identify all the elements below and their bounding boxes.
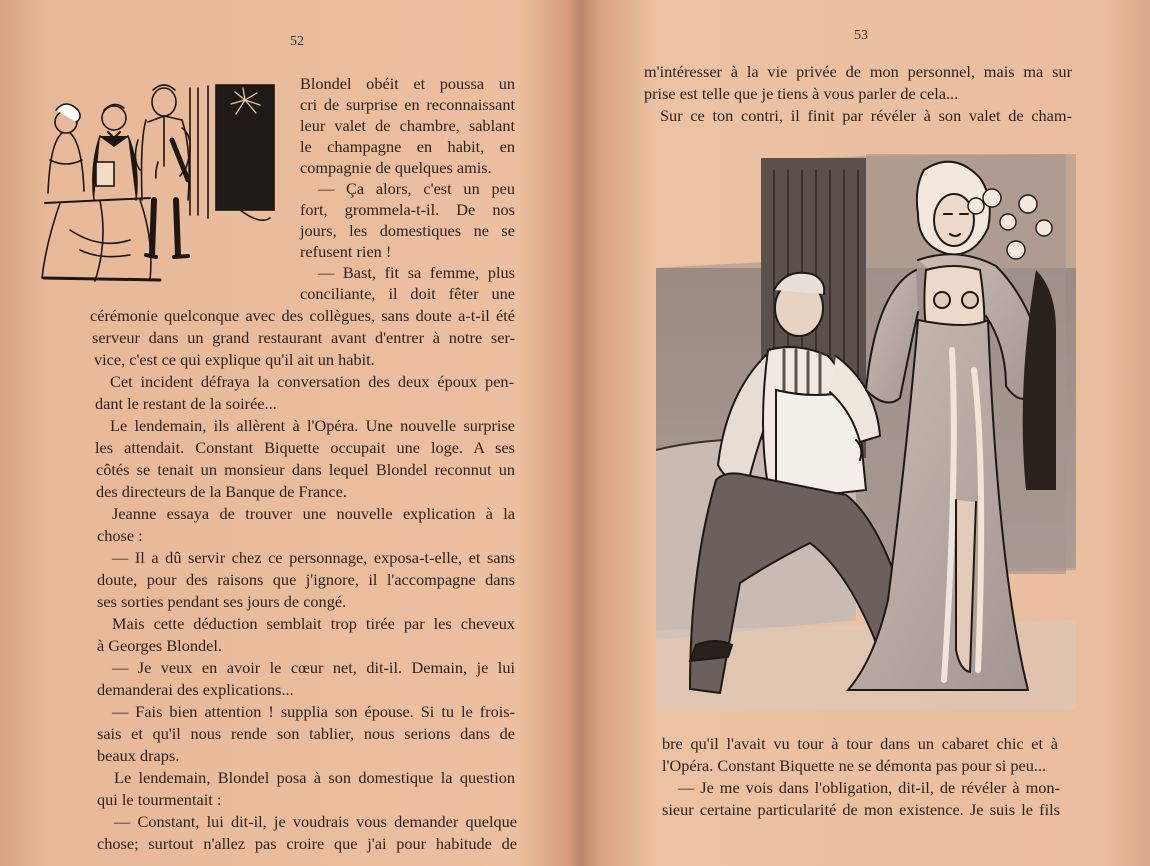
text-line: refusent rien ! (300, 242, 392, 261)
page-number: 52 (290, 34, 304, 49)
text-line: côtés se tenait un monsieur dans lequel Blondel reconnut un (96, 460, 515, 479)
text-line: Sur ce ton contri, il finit par révéler à son valet de cham- (660, 106, 1072, 125)
text-line: — Constant, lui dit-il, je voudrais vous demander quelque (114, 812, 517, 831)
text-line: beaux draps. (97, 746, 180, 765)
text-line: cérémonie quelconque avec des collègues, sans doute a-t-il été (90, 306, 515, 325)
text-line: Cet incident défraya la conversation des deux époux pen- (110, 372, 514, 391)
text-line: conciliante, il doit fêter une (300, 284, 515, 303)
text-line: leur valet de chambre, sablant (300, 116, 515, 135)
text-line: Le lendemain, ils allèrent à l'Opéra. Une nouvelle surprise (110, 416, 515, 435)
text-line: sais et qu'il nous rende son tablier, nous serions dans de (97, 724, 515, 743)
text-line: Jeanne essaya de trouver une nouvelle explication à la (112, 504, 515, 523)
text-line: les attendait. Constant Biquette occupait une loge. A ses (95, 438, 515, 457)
text-line: — Bast, fit sa femme, plus (318, 263, 515, 282)
text-line: chose : (97, 526, 143, 545)
right-page (576, 0, 1150, 866)
text-line: — Il a dû servir chez ce personnage, exposa-t-elle, et sans (112, 548, 515, 567)
text-line: doute, pour des raisons que j'ignore, il l'accompagne dans (97, 570, 515, 589)
text-line: ses sorties pendant ses jours de congé. (97, 592, 347, 611)
waiter-illustration (40, 80, 286, 286)
text-line: des directeurs de la Banque de France. (96, 482, 347, 501)
text-line: — Fais bien attention ! supplia son épouse. Si tu le frois- (112, 702, 515, 721)
text-line: chose; surtout n'allez pas croire que j'ai pour habitude de (97, 834, 517, 853)
text-line: serveur dans un grand restaurant avant d'entrer à notre ser- (92, 328, 515, 347)
text-line: compagnie de quelques amis. (300, 158, 492, 177)
text-line: Blondel obéit et poussa un (300, 74, 515, 93)
text-line: sieur certaine particularité de mon existence. Je suis le fils (662, 800, 1060, 819)
text-line: l'Opéra. Constant Biquette ne se démonta pas pour si peu... (662, 756, 1047, 775)
text-line: cri de surprise en reconnaissant (300, 95, 515, 114)
text-line: dant le restant de la soirée... (95, 394, 277, 413)
valet-and-woman-illustration (656, 150, 1076, 710)
text-line: fort, grommela-t-il. De nos (300, 200, 515, 219)
text-line: — Je me vois dans l'obligation, dit-il, de révéler à mon- (678, 778, 1060, 797)
text-line: jours, les domestiques ne se (300, 221, 515, 240)
text-line: Le lendemain, Blondel posa à son domestique la question (114, 768, 515, 787)
text-line: m'intéresser à la vie privée de mon personnel, mais ma sur (644, 62, 1072, 81)
text-line: à Georges Blondel. (97, 636, 222, 655)
text-line: le champagne en habit, en (300, 137, 515, 156)
text-line: vice, c'est ce qui explique qu'il ait un habit. (94, 350, 375, 369)
text-line: — Je veux en avoir le cœur net, dit-il. Demain, je lui (112, 658, 515, 677)
text-line: qui le tourmentait : (97, 790, 222, 809)
text-line: Mais cette déduction semblait trop tirée par les cheveux (112, 614, 515, 633)
page-number: 53 (854, 28, 868, 43)
text-line: prise est telle que je tiens à vous parler de cela... (644, 84, 959, 103)
text-line: — Ça alors, c'est un peu (318, 179, 515, 198)
text-line: bre qu'il l'avait vu tour à tour dans un cabaret chic et à (662, 734, 1058, 753)
text-line: demanderai des explications... (97, 680, 294, 699)
